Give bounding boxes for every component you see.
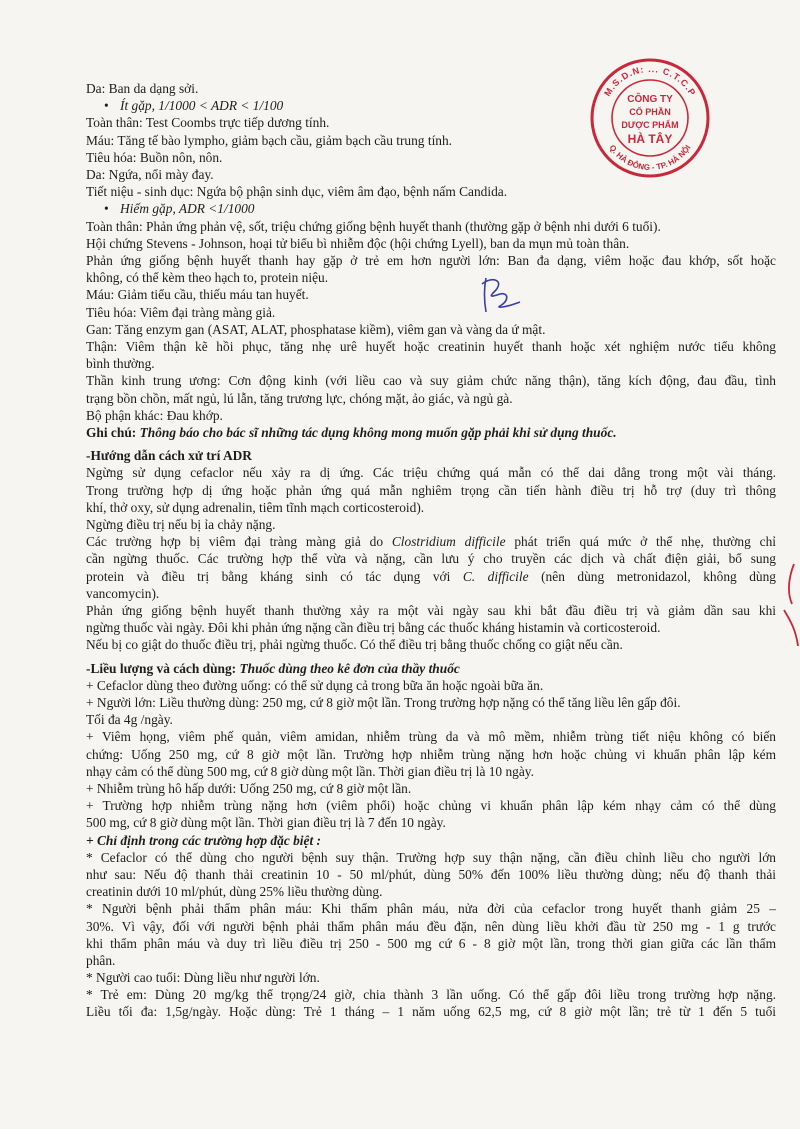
subheading-special-cases: + Chỉ định trong các trường hợp đặc biệt : (86, 832, 322, 848)
text-line: Trong trường hợp dị ứng hoặc phản ứng quá mẫn nghiêm trọng cần tiến hành điều trị hỗ trợ (duy trì thông (86, 482, 776, 498)
text-line: Phản ứng giống bệnh huyết thanh hay gặp ở trẻ em hơn người lớn: Ban đa dạng, viêm hoặc đau khớp, sốt hoặc (86, 253, 776, 269)
text-line: Toàn thân: Phản ứng phản vệ, sốt, triệu chứng giống bệnh huyết thanh (thường gặp ở bệnh nhi dưới 6 tuổi). (86, 218, 661, 234)
stamp-line-4: HÀ TÂY (627, 132, 673, 146)
text-line: Thận: Viêm thận kẽ hồi phục, tăng nhẹ urê huyết hoặc creatinin huyết thanh hoặc xét nghiệm nước tiểu không (86, 339, 776, 355)
text-line: chứng: Uống 250 mg, cứ 8 giờ một lần. Trường hợp nhiễm trùng nặng hơn hoặc chủng vi khuẩn phân lập kém (86, 746, 776, 762)
heading-text: -Liều lượng và cách dùng: (86, 660, 240, 676)
text-line: không, có thể kèm theo hạch to, protein niệu. (86, 270, 329, 286)
text-line: khi thẩm phân máu và duy trì liều điều trị 250 - 500 mg cứ 6 - 8 giờ một lần, trong thời gian giữa các lần thẩm (86, 935, 776, 951)
text-line: Hội chứng Stevens - Johnson, hoại tử biểu bì nhiễm độc (hội chứng Lyell), ban da mụn mủ toàn thân. (86, 235, 630, 251)
text-line: bình thường. (86, 356, 155, 372)
text-line: Tiêu hóa: Viêm đại tràng màng giả. (86, 304, 276, 320)
text-line (86, 533, 776, 550)
stamp-line-3: DƯỢC PHẨM (621, 120, 679, 130)
text-line: Ngừng điều trị nếu bị ỉa chảy nặng. (86, 517, 276, 532)
text-line: ngừng thuốc vài ngày. Đôi khi phản ứng nặng cần điều trị bằng các thuốc kháng histamin và corticosteroid. (86, 620, 661, 636)
text-line: + Viêm họng, viêm phế quản, viêm amidan, nhiễm trùng da và mô mềm, nhiễm trùng tiết niệu không có biến (86, 729, 776, 745)
stamp-line-2: CỔ PHẦN (629, 107, 671, 117)
document-body (86, 80, 776, 1021)
text-line: khí, thở oxy, sử dụng adrenalin, tiêm tĩnh mạch corticosteroid). (86, 499, 425, 515)
text-span: (nên dùng metronidazol, không dùng (528, 568, 776, 584)
text-span-italic: C. difficile (462, 568, 529, 584)
text-line (86, 568, 776, 585)
text-line: Gan: Tăng enzym gan (ASAT, ALAT, phosphatase kiềm), viêm gan và vàng da ứ mật. (86, 321, 546, 337)
text-line: Máu: Tăng tế bào lympho, giảm bạch cầu, giảm bạch cầu trung tính. (86, 132, 453, 148)
text-line: Tối đa 4g /ngày. (86, 712, 173, 728)
text-line: Tiết niệu - sinh dục: Ngứa bộ phận sinh dục, viêm âm đạo, bệnh nấm Candida. (86, 184, 508, 200)
note-text: Thông báo cho bác sĩ những tác dụng không mong muốn gặp phải khi sử dụng thuốc. (139, 425, 617, 441)
text-line: + Nhiễm trùng hô hấp dưới: Uống 250 mg, cứ 8 giờ một lần. (86, 780, 412, 796)
text-line: Thần kinh trung ương: Cơn động kinh (với liều cao và suy giảm chức năng thận), tăng kích động, đau đầu, tình (86, 373, 776, 389)
text-line: Da: Ban da dạng sởi. (86, 81, 199, 96)
bullet-text: Ít gặp, 1/1000 < ADR < 1/100 (120, 98, 284, 114)
text-line: * Người bệnh phải thẩm phân máu: Khi thẩm phân máu, nửa đời của cefaclor trong huyết thanh giảm 25 – (86, 901, 776, 917)
text-line: như sau: Nếu độ thanh thải creatinin 10 - 50 ml/phút, dùng 50% đến 100% liều thường dùng; nếu độ thanh thải (86, 866, 776, 882)
bullet-rare: • Hiếm gặp, ADR <1/1000 (104, 201, 255, 217)
stamp-ring-top: M.S.D.N: ... C.T.C.P (602, 63, 698, 98)
text-line: phân. (86, 952, 116, 968)
text-line: Máu: Giảm tiểu cầu, thiếu máu tan huyết. (86, 287, 309, 303)
text-span: protein và điều trị bằng kháng sinh có tác dụng với (86, 568, 463, 584)
text-line: Tiêu hóa: Buồn nôn, nôn. (86, 149, 223, 165)
text-line: Liều tối đa: 1,5g/ngày. Hoặc dùng: Trẻ 1 tháng – 1 năm uống 62,5 mg, cứ 8 giờ một lần; trẻ từ 1 đến 5 tuổi (86, 1004, 776, 1020)
stamp-ring-bottom: Q. HÀ ĐÔNG - TP. HÀ NỘI (607, 143, 693, 173)
text-line: cần ngừng thuốc. Các trường hợp thể vừa và nặng, cần lưu ý cho truyền các dịch và chất điện giải, bổ sung (86, 551, 776, 567)
bullet-text: Hiếm gặp, ADR <1/1000 (120, 201, 255, 217)
text-line: * Trẻ em: Dùng 20 mg/kg thể trọng/24 giờ, chia thành 3 lần uống. Có thể gấp đôi liều trong trường hợp nặng. (86, 987, 776, 1003)
stamp-line-1: CÔNG TY (627, 94, 673, 105)
text-line: + Người lớn: Liều thường dùng: 250 mg, cứ 8 giờ một lần. Trong trường hợp nặng có thể tăng liều lên gấp đôi. (86, 694, 681, 710)
text-line: creatinin dưới 10 ml/phút, dùng 25% liều thường dùng. (86, 884, 383, 900)
bullet-uncommon: • Ít gặp, 1/1000 < ADR < 1/100 (104, 98, 284, 114)
text-line: Da: Ngứa, nổi mày đay. (86, 167, 214, 183)
text-span: phát triển quá mức ở thể nhẹ, thường chỉ (505, 534, 776, 550)
text-line: Toàn thân: Test Coombs trực tiếp dương tính. (86, 115, 330, 131)
heading-subtext: Thuốc dùng theo kê đơn của thầy thuốc (239, 660, 460, 676)
note-label: Ghi chú: (86, 425, 140, 441)
text-line: 500 mg, cứ 8 giờ dùng một lần. Thời gian điều trị là 7 đến 10 ngày. (86, 815, 446, 831)
text-line: nhạy cảm có thể dùng 500 mg, cứ 8 giờ dùng một lần. Thời gian điều trị là 10 ngày. (86, 763, 534, 779)
text-line: vancomycin). (86, 585, 160, 601)
text-line: * Người cao tuổi: Dùng liều như người lớn. (86, 970, 320, 986)
text-line: * Cefaclor có thể dùng cho người bệnh suy thận. Trường hợp suy thận nặng, cần điều chỉnh liều cho người lớn (86, 849, 776, 865)
edge-red-mark (782, 560, 800, 650)
section-heading-adr: -Hướng dẫn cách xử trí ADR (86, 448, 252, 464)
text-span-italic: Clostridium difficile (391, 534, 506, 550)
text-line: 30%. Vì vậy, đối với người bệnh phải thẩm phân máu đều đặn, nên dùng liều khởi đầu từ 250 mg - 1 g trước (86, 918, 776, 934)
text-line: Bộ phận khác: Đau khớp. (86, 407, 223, 423)
text-line: + Cefaclor dùng theo đường uống: có thể sử dụng cả trong bữa ăn hoặc ngoài bữa ăn. (86, 677, 544, 693)
text-line: trạng bồn chồn, mất ngủ, lú lẫn, tăng trương lực, chóng mặt, ảo giác, và ngủ gà. (86, 390, 513, 406)
note-line (86, 424, 776, 441)
text-line: Phản ứng giống bệnh huyết thanh thường xảy ra một vài ngày sau khi bắt đầu điều trị và giảm dần sau khi (86, 602, 776, 618)
text-line: Nếu bị co giật do thuốc điều trị, phải ngừng thuốc. Có thể điều trị bằng thuốc chống co giật nếu cần. (86, 637, 623, 653)
text-span: Các trường hợp bị viêm đại tràng màng giả do (86, 534, 392, 550)
text-line: + Trường hợp nhiễm trùng nặng hơn (viêm phổi) hoặc chủng vi khuẩn phân lập kém nhạy cảm có thể dùng (86, 798, 776, 814)
section-heading-dosage (86, 660, 776, 677)
text-line: Ngừng sử dụng cefaclor nếu xảy ra dị ứng. Các triệu chứng quá mẫn có thể dai dẳng trong một vài tháng. (86, 465, 776, 481)
